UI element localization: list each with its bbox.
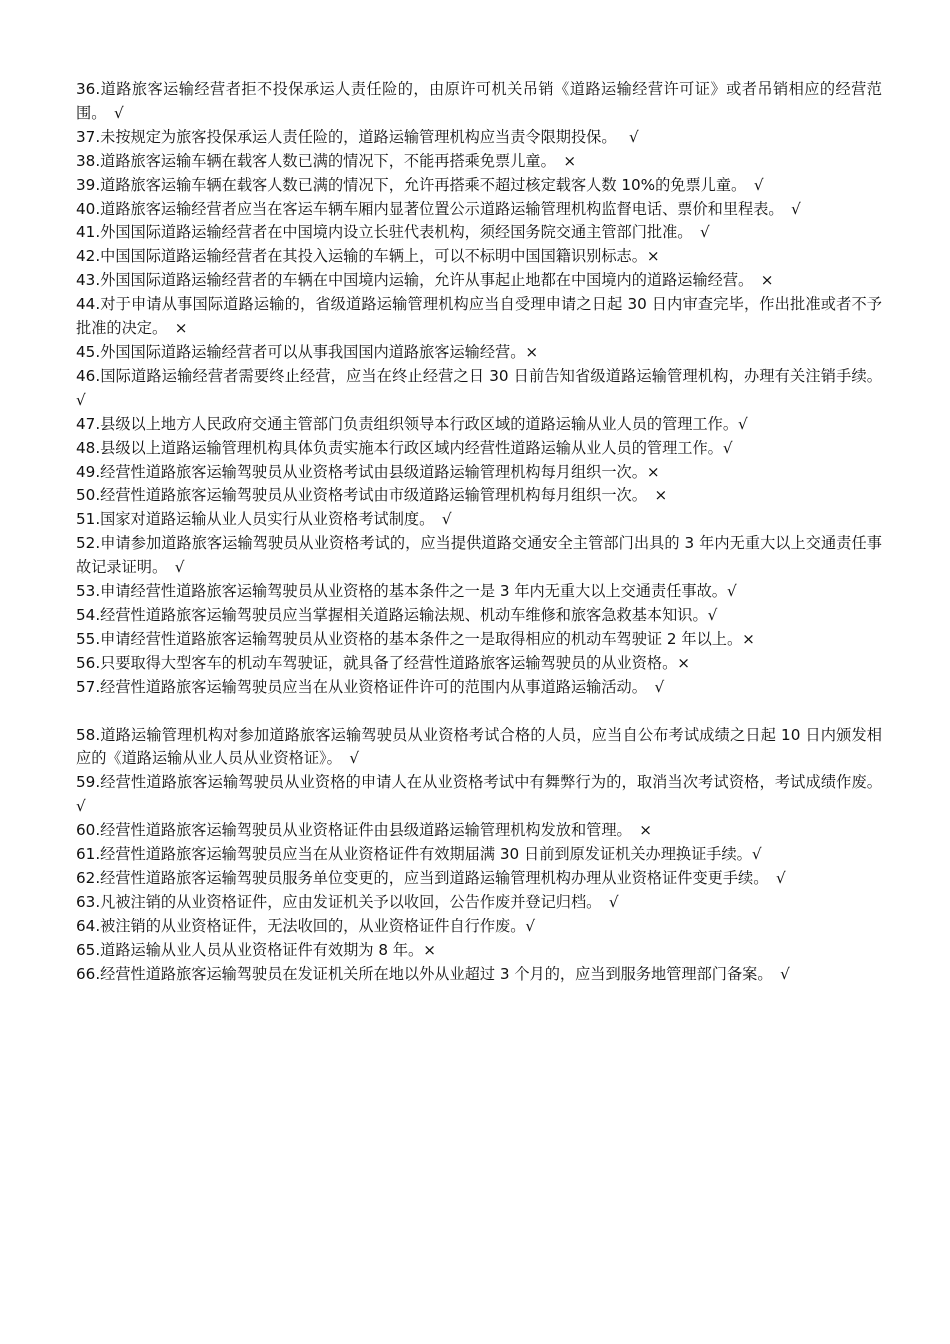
list-item: 41.外国国际道路运输经营者在中国境内设立长驻代表机构，须经国务院交通主管部门批准。 √ [76,223,710,242]
list-item: 52.申请参加道路旅客运输驾驶员从业资格考试的，应当提供道路交通安全主管部门出具的 3 年内无重大以上交通责任事故记录证明。 √ [76,534,882,577]
list-item: 49.经营性道路旅客运输驾驶员从业资格考试由县级道路运输管理机构每月组织一次。× [76,462,660,481]
list-item: 48.县级以上道路运输管理机构具体负责实施本行政区域内经营性道路运输从业人员的管理工作。√ [76,438,733,457]
list-item: 56.只要取得大型客车的机动车驾驶证，就具备了经营性道路旅客运输驾驶员的从业资格。× [76,653,691,672]
list-item: 40.道路旅客运输经营者应当在客运车辆车厢内显著位置公示道路运输管理机构监督电话、票价和里程表。 √ [76,199,801,218]
list-item: 62.经营性道路旅客运输驾驶员服务单位变更的，应当到道路运输管理机构办理从业资格证件变更手续。 √ [76,869,786,887]
list-item: 44.对于申请从事国际道路运输的，省级道路运输管理机构应当自受理申请之日起 30 日内审查完毕，作出批准或者不予批准的决定。 × [76,295,882,338]
list-item: 57.经营性道路旅客运输驾驶员应当在从业资格证件许可的范围内从事道路运输活动。 √ [76,677,665,696]
list-item: 37.未按规定为旅客投保承运人责任险的，道路运输管理机构应当责令限期投保。 √ [76,127,639,146]
list-item: 55.申请经营性道路旅客运输驾驶员从业资格的基本条件之一是取得相应的机动车驾驶证 2 年以上。× [76,629,755,648]
list-item: 45.外国国际道路运输经营者可以从事我国国内道路旅客运输经营。× [76,342,539,361]
list-item: 58.道路运输管理机构对参加道路旅客运输驾驶员从业资格考试合格的人员，应当自公布考试成绩之日起 10 日内颁发相应的《道路运输从业人员从业资格证》。 √ [76,725,882,768]
list-item: 59.经营性道路旅客运输驾驶员从业资格的申请人在从业资格考试中有舞弊行为的，取消当次考试资格，考试成绩作废。√ [76,773,882,816]
list-item: 61.经营性道路旅客运输驾驶员应当在从业资格证件有效期届满 30 日前到原发证机关办理换证手续。√ [76,845,762,864]
list-item: 64.被注销的从业资格证件，无法收回的，从业资格证件自行作废。√ [76,916,536,935]
list-item: 36.道路旅客运输经营者拒不投保承运人责任险的，由原许可机关吊销《道路运输经营许可证》或者吊销相应的经营范围。 √ [76,80,882,122]
list-item: 47.县级以上地方人民政府交通主管部门负责组织领导本行政区域的道路运输从业人员的管理工作。√ [76,414,748,433]
list-item: 54.经营性道路旅客运输驾驶员应当掌握相关道路运输法规、机动车维修和旅客急救基本知识。√ [76,605,718,624]
question-list [76,78,882,987]
list-item: 53.申请经营性道路旅客运输驾驶员从业资格的基本条件之一是 3 年内无重大以上交通责任事故。√ [76,582,737,601]
list-item: 46.国际道路运输经营者需要终止经营，应当在终止经营之日 30 日前告知省级道路运输管理机构，办理有关注销手续。√ [76,366,882,409]
list-item: 65.道路运输从业人员从业资格证件有效期为 8 年。× [76,940,436,959]
list-item: 60.经营性道路旅客运输驾驶员从业资格证件由县级道路运输管理机构发放和管理。 × [76,821,653,840]
list-item: 50.经营性道路旅客运输驾驶员从业资格考试由市级道路运输管理机构每月组织一次。 × [76,486,668,505]
list-item: 66.经营性道路旅客运输驾驶员在发证机关所在地以外从业超过 3 个月的，应当到服务地管理部门备案。 √ [76,964,790,983]
paragraph-gap [76,700,882,724]
list-item: 51.国家对道路运输从业人员实行从业资格考试制度。 √ [76,510,452,529]
list-item: 39.道路旅客运输车辆在载客人数已满的情况下，允许再搭乘不超过核定载客人数 10%的免票儿童。 √ [76,175,764,194]
list-item: 38.道路旅客运输车辆在载客人数已满的情况下，不能再搭乘免票儿童。 × [76,151,577,170]
list-item: 43.外国国际道路运输经营者的车辆在中国境内运输，允许从事起止地都在中国境内的道路运输经营。 × [76,271,774,290]
list-item: 63.凡被注销的从业资格证件，应由发证机关予以收回，公告作废并登记归档。 √ [76,892,619,911]
list-item: 42.中国国际道路运输经营者在其投入运输的车辆上，可以不标明中国国籍识别标志。× [76,247,660,266]
